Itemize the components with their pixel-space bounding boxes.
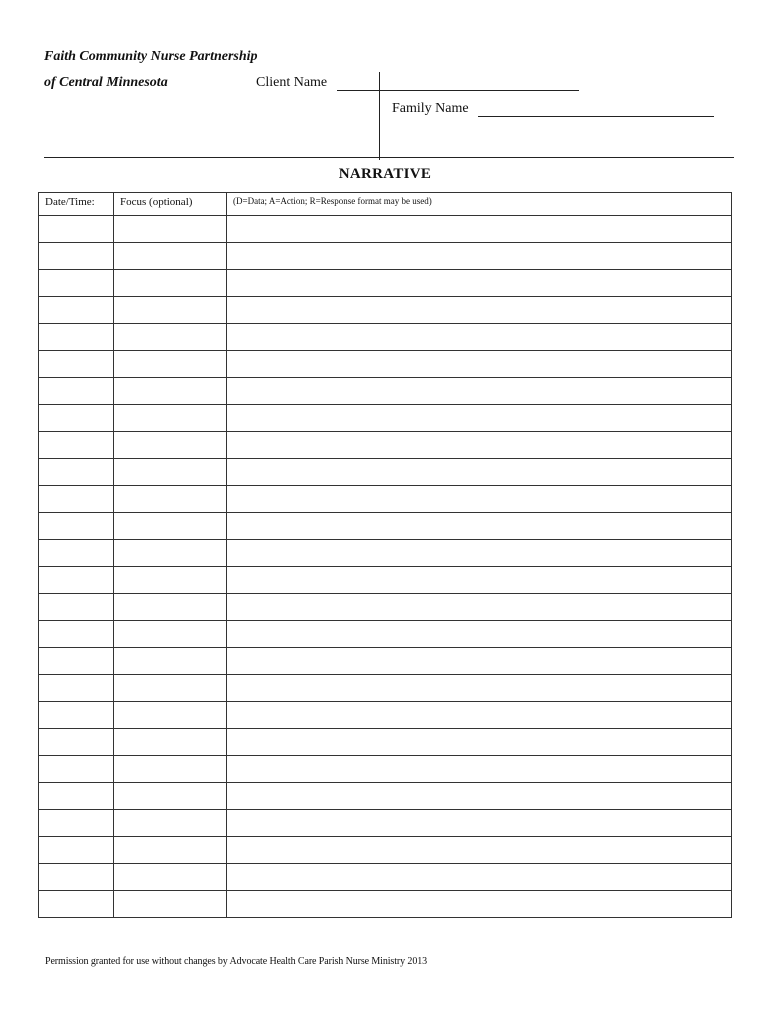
table-row xyxy=(39,675,732,702)
focus-cell[interactable] xyxy=(114,783,227,810)
table-row xyxy=(39,648,732,675)
focus-cell[interactable] xyxy=(114,243,227,270)
narrative-cell[interactable] xyxy=(227,297,732,324)
date-time-cell[interactable] xyxy=(39,648,114,675)
narrative-cell[interactable] xyxy=(227,513,732,540)
narrative-cell[interactable] xyxy=(227,459,732,486)
narrative-cell[interactable] xyxy=(227,702,732,729)
date-time-cell[interactable] xyxy=(39,486,114,513)
column-header-narrative: (D=Data; A=Action; R=Response format may be used) xyxy=(227,193,732,216)
footer-permission: Permission granted for use without changes by Advocate Health Care Parish Nurse Ministry 2013 xyxy=(45,956,428,967)
date-time-cell[interactable] xyxy=(39,675,114,702)
narrative-cell[interactable] xyxy=(227,378,732,405)
focus-cell[interactable] xyxy=(114,459,227,486)
date-time-cell[interactable] xyxy=(39,621,114,648)
date-time-cell[interactable] xyxy=(39,567,114,594)
narrative-cell[interactable] xyxy=(227,351,732,378)
narrative-cell[interactable] xyxy=(227,405,732,432)
table-row xyxy=(39,351,732,378)
date-time-cell[interactable] xyxy=(39,324,114,351)
focus-cell[interactable] xyxy=(114,837,227,864)
date-time-cell[interactable] xyxy=(39,351,114,378)
table-row xyxy=(39,864,732,891)
table-row xyxy=(39,243,732,270)
narrative-cell[interactable] xyxy=(227,243,732,270)
focus-cell[interactable] xyxy=(114,513,227,540)
focus-cell[interactable] xyxy=(114,702,227,729)
date-time-cell[interactable] xyxy=(39,243,114,270)
table-row xyxy=(39,567,732,594)
date-time-cell[interactable] xyxy=(39,378,114,405)
date-time-cell[interactable] xyxy=(39,594,114,621)
table-row xyxy=(39,459,732,486)
client-name-label: Client Name xyxy=(256,75,328,90)
narrative-cell[interactable] xyxy=(227,837,732,864)
family-name-field[interactable] xyxy=(478,116,714,117)
date-time-cell[interactable] xyxy=(39,432,114,459)
narrative-cell[interactable] xyxy=(227,540,732,567)
focus-cell[interactable] xyxy=(114,891,227,918)
narrative-cell[interactable] xyxy=(227,891,732,918)
column-header-date-time: Date/Time: xyxy=(39,193,114,216)
focus-cell[interactable] xyxy=(114,540,227,567)
focus-cell[interactable] xyxy=(114,756,227,783)
table-row xyxy=(39,837,732,864)
focus-cell[interactable] xyxy=(114,324,227,351)
narrative-cell[interactable] xyxy=(227,783,732,810)
table-row xyxy=(39,486,732,513)
date-time-cell[interactable] xyxy=(39,729,114,756)
focus-cell[interactable] xyxy=(114,405,227,432)
table-row xyxy=(39,594,732,621)
date-time-cell[interactable] xyxy=(39,459,114,486)
vertical-divider xyxy=(379,72,380,160)
table-row xyxy=(39,432,732,459)
date-time-cell[interactable] xyxy=(39,864,114,891)
table-row xyxy=(39,702,732,729)
narrative-cell[interactable] xyxy=(227,432,732,459)
narrative-cell[interactable] xyxy=(227,648,732,675)
table-row xyxy=(39,783,732,810)
narrative-cell[interactable] xyxy=(227,486,732,513)
table-row xyxy=(39,513,732,540)
table-row xyxy=(39,756,732,783)
date-time-cell[interactable] xyxy=(39,216,114,243)
date-time-cell[interactable] xyxy=(39,837,114,864)
narrative-cell[interactable] xyxy=(227,594,732,621)
narrative-cell[interactable] xyxy=(227,729,732,756)
focus-cell[interactable] xyxy=(114,378,227,405)
table-row xyxy=(39,729,732,756)
narrative-cell[interactable] xyxy=(227,270,732,297)
narrative-cell[interactable] xyxy=(227,810,732,837)
date-time-cell[interactable] xyxy=(39,756,114,783)
focus-cell[interactable] xyxy=(114,216,227,243)
table-row xyxy=(39,297,732,324)
table-row xyxy=(39,270,732,297)
narrative-cell[interactable] xyxy=(227,864,732,891)
date-time-cell[interactable] xyxy=(39,891,114,918)
date-time-cell[interactable] xyxy=(39,783,114,810)
focus-cell[interactable] xyxy=(114,270,227,297)
org-name-line1: Faith Community Nurse Partnership xyxy=(44,49,258,64)
date-time-cell[interactable] xyxy=(39,810,114,837)
focus-cell[interactable] xyxy=(114,297,227,324)
table-row xyxy=(39,405,732,432)
narrative-table xyxy=(38,192,732,918)
narrative-cell[interactable] xyxy=(227,756,732,783)
table-row xyxy=(39,324,732,351)
focus-cell[interactable] xyxy=(114,864,227,891)
date-time-cell[interactable] xyxy=(39,297,114,324)
client-name-field[interactable] xyxy=(337,90,579,91)
narrative-cell[interactable] xyxy=(227,621,732,648)
section-title: NARRATIVE xyxy=(338,166,432,182)
date-time-cell[interactable] xyxy=(39,513,114,540)
date-time-cell[interactable] xyxy=(39,270,114,297)
focus-cell[interactable] xyxy=(114,594,227,621)
focus-cell[interactable] xyxy=(114,351,227,378)
narrative-cell[interactable] xyxy=(227,324,732,351)
focus-cell[interactable] xyxy=(114,621,227,648)
focus-cell[interactable] xyxy=(114,675,227,702)
narrative-cell[interactable] xyxy=(227,567,732,594)
column-header-focus: Focus (optional) xyxy=(114,193,227,216)
narrative-cell[interactable] xyxy=(227,216,732,243)
focus-cell[interactable] xyxy=(114,648,227,675)
narrative-cell[interactable] xyxy=(227,675,732,702)
focus-cell[interactable] xyxy=(114,486,227,513)
date-time-cell[interactable] xyxy=(39,702,114,729)
family-name-label: Family Name xyxy=(392,101,469,116)
table-row xyxy=(39,810,732,837)
org-name-line2: of Central Minnesota xyxy=(44,75,168,90)
table-row xyxy=(39,216,732,243)
table-row xyxy=(39,891,732,918)
date-time-cell[interactable] xyxy=(39,540,114,567)
focus-cell[interactable] xyxy=(114,810,227,837)
header-divider xyxy=(44,157,734,158)
table-row xyxy=(39,378,732,405)
date-time-cell[interactable] xyxy=(39,405,114,432)
table-header-row xyxy=(39,193,732,216)
focus-cell[interactable] xyxy=(114,729,227,756)
table-row xyxy=(39,540,732,567)
focus-cell[interactable] xyxy=(114,567,227,594)
table-row xyxy=(39,621,732,648)
focus-cell[interactable] xyxy=(114,432,227,459)
